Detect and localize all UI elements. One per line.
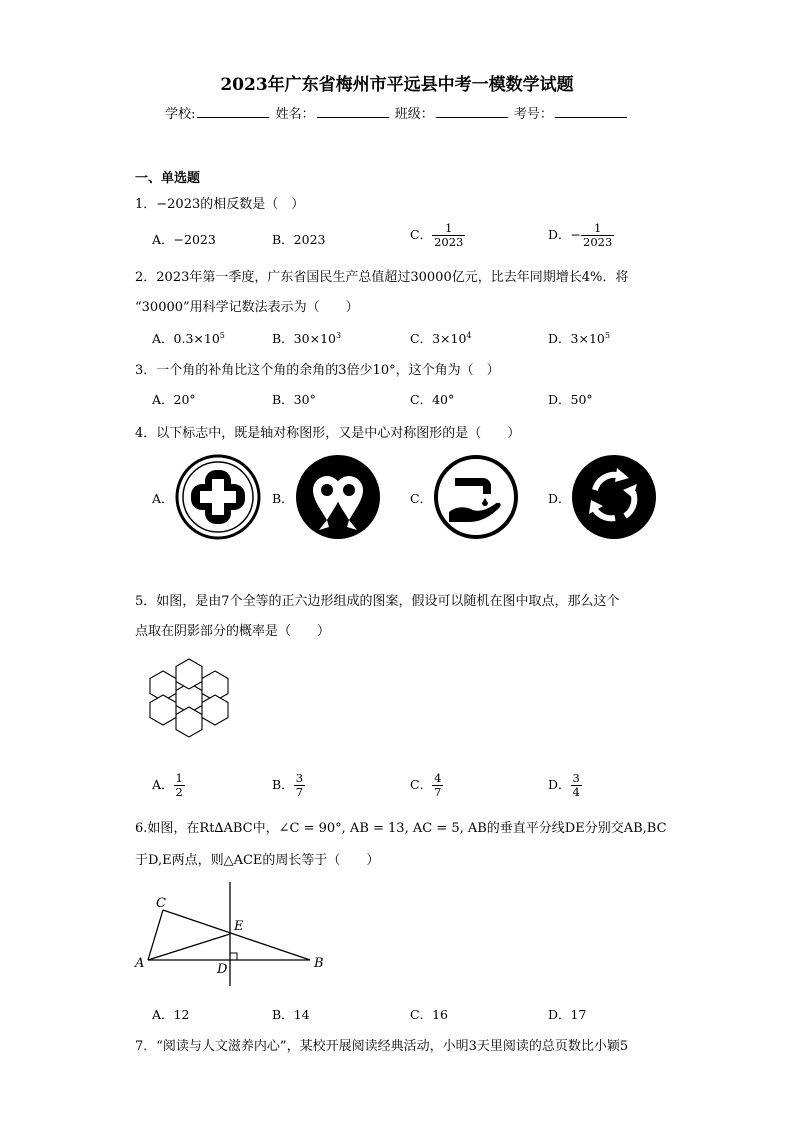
segment-ae [148, 934, 230, 960]
q2-option-d [548, 329, 610, 347]
name-blank [317, 105, 389, 118]
q5-option-b [272, 772, 305, 799]
q2-option-d-exponent: 5 [604, 330, 610, 340]
hexagon-lower-right [202, 695, 228, 725]
q2-option-b [272, 329, 341, 347]
right-angle-mark [230, 953, 237, 960]
denominator: 2023 [434, 235, 464, 249]
q3-option-c: C．40° [410, 392, 455, 407]
q4-option-a-label: A． [152, 491, 174, 506]
hexagon-bottom [176, 707, 202, 737]
q2-option-c [410, 329, 472, 347]
q1-option-a: A．−2023 [152, 232, 216, 247]
recycle-arrows-logo-icon [571, 454, 657, 540]
section-heading: 一、单选题 [135, 171, 201, 186]
q4-option-c-label: C． [410, 491, 433, 506]
label-e: E [234, 919, 244, 934]
q4-option-b-label: B． [272, 491, 294, 506]
q5-option-a-label: A． [152, 777, 174, 792]
school-blank [197, 105, 269, 118]
q6-option-a: A．12 [152, 1007, 190, 1022]
q1-option-d [548, 222, 614, 249]
exam-number-blank [555, 105, 627, 118]
q1-stem: 1．−2023的相反数是（ ） [135, 197, 305, 212]
numerator: 4 [434, 771, 442, 785]
q6-stem-line1: 6.如图，在Rt∆ABC中，∠C = 90°, AB = 13, AC = 5, AB的垂直平分线DE分别交AB,BC [135, 821, 667, 836]
ribbon-logo-icon [295, 454, 381, 540]
q2-option-b-exponent: 3 [335, 330, 342, 340]
numerator: 1 [175, 771, 183, 785]
denominator: 4 [572, 785, 580, 799]
hexagon-top [176, 659, 202, 689]
q2-option-c-text: C．3×10 [410, 331, 467, 346]
numerator: 3 [572, 771, 580, 785]
q5-option-d [548, 772, 582, 799]
denominator: 2 [175, 785, 183, 799]
water-saving-logo-icon [433, 454, 519, 540]
q5-option-c-fraction [432, 772, 443, 799]
hexagon-lower-left [150, 695, 176, 725]
q1-option-d-fraction [581, 222, 614, 249]
q1-option-c-label: C． [410, 227, 433, 242]
hexagon-pattern-figure [140, 655, 240, 755]
q2-option-a-text: A．0.3×10 [152, 331, 220, 346]
denominator: 2023 [583, 235, 613, 249]
q5-option-d-label: D． [548, 777, 571, 792]
medical-cross-logo-icon [175, 454, 261, 540]
q1-option-d-label: D．− [548, 227, 581, 242]
q2-option-b-text: B．30×10 [272, 331, 336, 346]
q1-option-b: B．2023 [272, 232, 326, 247]
label-d: D [217, 962, 228, 977]
q2-option-a [152, 329, 225, 347]
label-a: A [135, 956, 145, 971]
q5-option-a-fraction [174, 772, 185, 799]
label-c: C [156, 896, 166, 911]
numerator: 1 [593, 221, 602, 235]
q6-stem-line2: 于D,E两点，则△ACE的周长等于（ ） [135, 853, 380, 868]
q4-option-d-label: D． [548, 491, 571, 506]
numerator: 3 [295, 771, 304, 785]
q3-option-b: B．30° [272, 392, 316, 407]
q3-stem: 3．一个角的补角比这个角的余角的3倍少10°，这个角为（ ） [135, 363, 500, 378]
page-title: 2023年广东省梅州市平远县中考一模数学试题 [220, 75, 574, 95]
q1-option-c-fraction [432, 222, 465, 249]
q2-option-a-exponent: 5 [219, 330, 225, 340]
label-b: B [314, 956, 324, 971]
name-label: 姓名： [275, 107, 315, 122]
class-label: 班级： [394, 107, 434, 122]
q1-option-c [410, 222, 465, 249]
q6-option-b: B．14 [272, 1007, 310, 1022]
side-ac [148, 910, 163, 960]
numerator: 1 [445, 221, 453, 235]
q6-option-d: D．17 [548, 1007, 587, 1022]
q2-option-d-text: D．3×10 [548, 331, 605, 346]
q5-option-c [410, 772, 443, 799]
q5-option-c-label: C． [410, 777, 433, 792]
q2-stem-line2: “30000”用科学记数法表示为（ ） [135, 300, 359, 315]
q3-option-d: D．50° [548, 392, 593, 407]
denominator: 7 [295, 785, 304, 799]
exam-number-label: 考号： [513, 107, 553, 122]
q2-stem-line1: 2．2023年第一季度，广东省国民生产总值超过30000亿元，比去年同期增长4%．将 [135, 270, 629, 285]
q5-stem-line1: 5．如图，是由7个全等的正六边形组成的图案，假设可以随机在图中取点，那么这个 [135, 594, 620, 609]
q5-stem-line2: 点取在阴影部分的概率是（ ） [135, 624, 331, 639]
q2-option-c-exponent: 4 [466, 330, 472, 340]
q6-option-c: C．16 [410, 1007, 448, 1022]
q5-option-d-fraction [571, 772, 582, 799]
triangle-abc-figure [130, 878, 330, 988]
denominator: 7 [434, 785, 442, 799]
q5-option-b-fraction [294, 772, 305, 799]
q7-stem: 7．“阅读与人文滋养内心”，某校开展阅读经典活动，小明3天里阅读的总页数比小颖5 [135, 1039, 629, 1054]
class-blank [436, 105, 508, 118]
q5-option-b-label: B． [272, 777, 294, 792]
school-label: 学校: [165, 107, 196, 122]
q3-option-a: A．20° [152, 392, 196, 407]
student-info-line [0, 103, 794, 122]
q4-stem: 4．以下标志中，既是轴对称图形，又是中心对称图形的是（ ） [135, 426, 521, 441]
q5-option-a [152, 772, 185, 799]
